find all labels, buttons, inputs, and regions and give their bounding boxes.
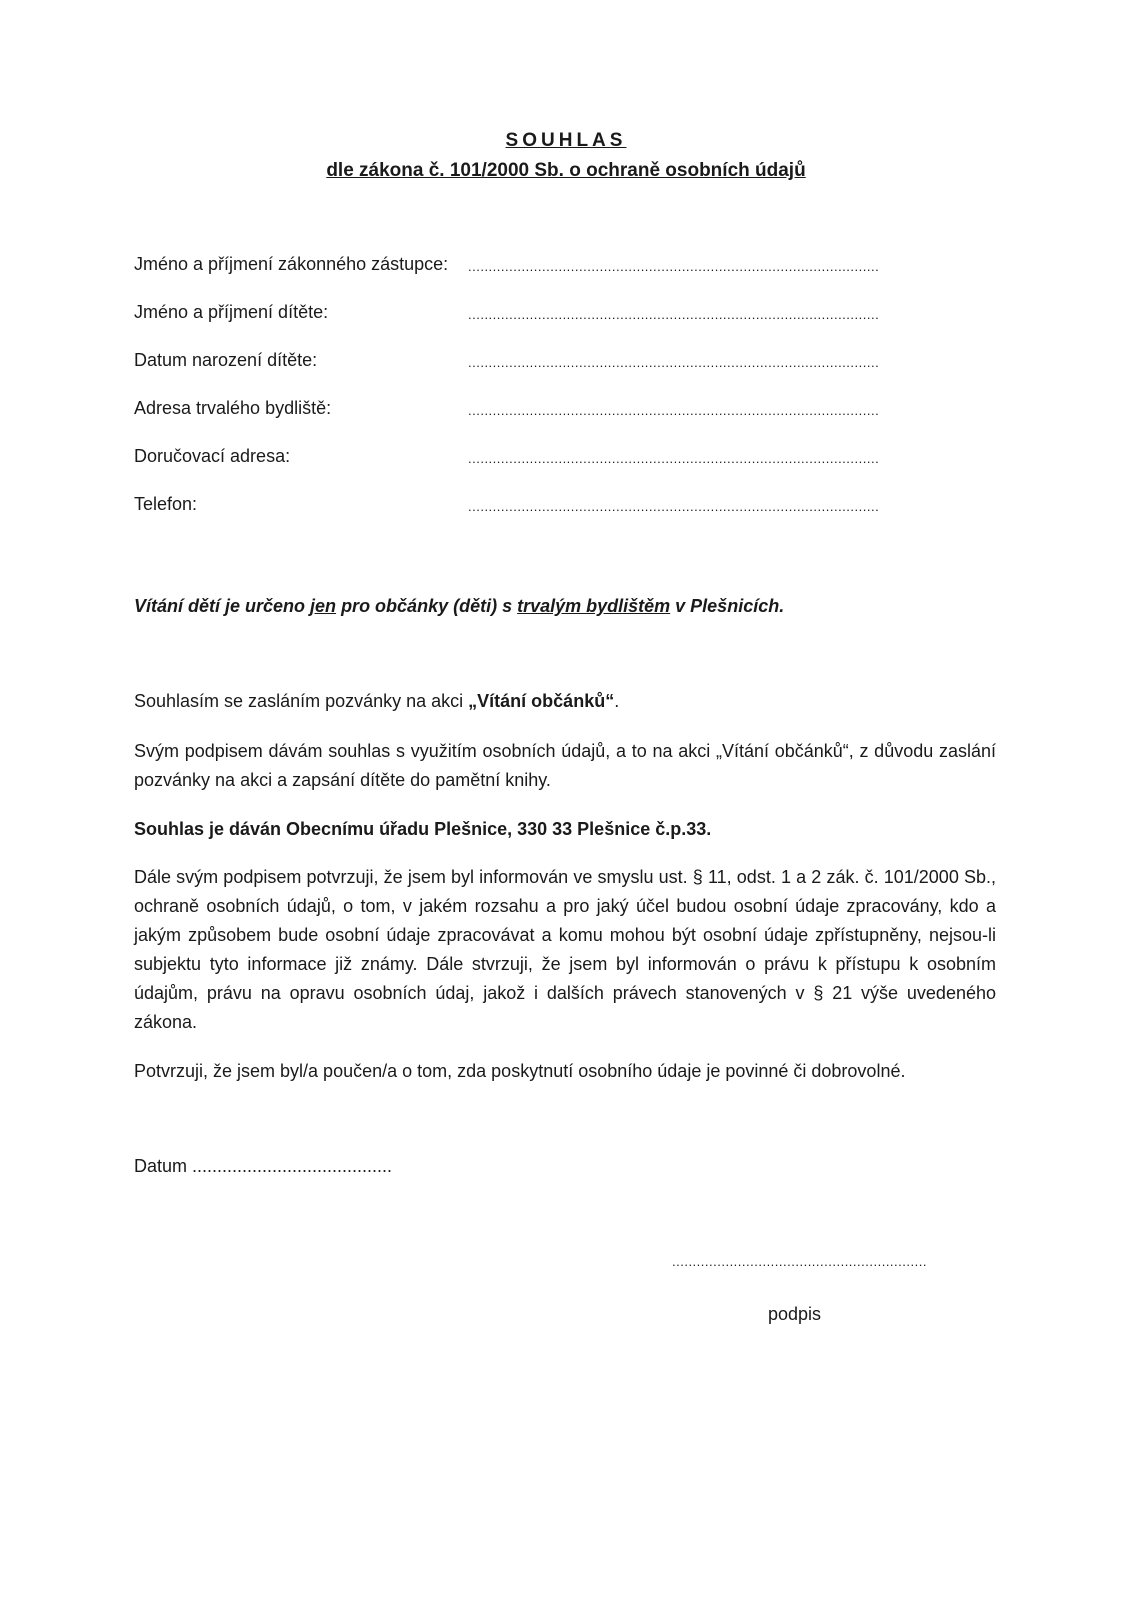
underlined-residence: trvalým bydlištěm — [517, 596, 671, 616]
field-phone — [134, 494, 994, 520]
field-blank[interactable]: .................................................................................................... — [468, 403, 880, 418]
consent-invitation: Souhlasím se zasláním pozvánky na akci „Vítání občánků“. — [134, 691, 620, 711]
field-label: Adresa trvalého bydliště: — [134, 398, 332, 418]
field-label: Doručovací adresa: — [134, 446, 291, 466]
field-blank[interactable]: .................................................................................................... — [468, 451, 880, 466]
field-child-name — [134, 302, 994, 328]
consent-recipient: Souhlas je dáván Obecnímu úřadu Plešnice, 330 33 Plešnice č.p.33. — [134, 819, 712, 839]
field-guardian-name — [134, 254, 994, 280]
field-child-birthdate — [134, 350, 994, 376]
consent-data-usage: Svým podpisem dávám souhlas s využitím osobních údajů, a to na akci „Vítání občánků“, z důvodu zaslání pozvánky na akci a zapsání dítěte do pamětní knihy. — [134, 741, 996, 790]
consent-information-paragraph: Dále svým podpisem potvrzuji, že jsem byl informován ve smyslu ust. § 11, odst. 1 a 2 zák. č. 101/2000 Sb., ochraně osobních údajů, o tom, v jakém rozsahu a pro jaký účel budou osobní údaje zpracovány, kdo a jakým způsobem bude osobní údaje zpracovávat a komu mohou být osobní údaje zpřístupněny, nejsou-li subjektu tyto informace již známy. Dále stvrzuji, že jsem byl informován o právu k přístupu k osobním údajům, právu na opravu osobních údaj, jakož i dalších právech stanovených v § 21 výše uvedeného zákona. — [134, 867, 996, 1032]
consent-voluntary-paragraph: Potvrzuji, že jsem byl/a poučen/a o tom, zda poskytnutí osobního údaje je povinné či dobrovolné. — [134, 1061, 906, 1081]
field-label: Datum narození dítěte: — [134, 350, 318, 370]
field-blank[interactable]: .................................................................................................... — [468, 355, 880, 370]
date-field[interactable]: Datum ........................................ — [134, 1156, 393, 1176]
field-permanent-address — [134, 398, 994, 424]
event-name: „Vítání občánků“ — [468, 691, 615, 711]
field-label: Telefon: — [134, 494, 198, 514]
underlined-only: jen — [310, 596, 337, 616]
document-subtitle: dle zákona č. 101/2000 Sb. o ochraně osobních údajů — [326, 160, 806, 181]
field-blank[interactable]: .................................................................................................... — [468, 259, 880, 274]
field-blank[interactable]: .................................................................................................... — [468, 499, 880, 514]
eligibility-notice: Vítání dětí je určeno jen pro občánky (děti) s trvalým bydlištěm v Plešnicích. — [134, 596, 785, 616]
field-blank[interactable]: .................................................................................................... — [468, 307, 880, 322]
field-delivery-address — [134, 446, 994, 472]
document-title: SOUHLAS — [505, 130, 627, 151]
signature-line[interactable]: .............................................................. — [672, 1254, 927, 1269]
field-label: Jméno a příjmení zákonného zástupce: — [134, 254, 449, 274]
field-label: Jméno a příjmení dítěte: — [134, 302, 329, 322]
signature-label: podpis — [768, 1304, 822, 1324]
